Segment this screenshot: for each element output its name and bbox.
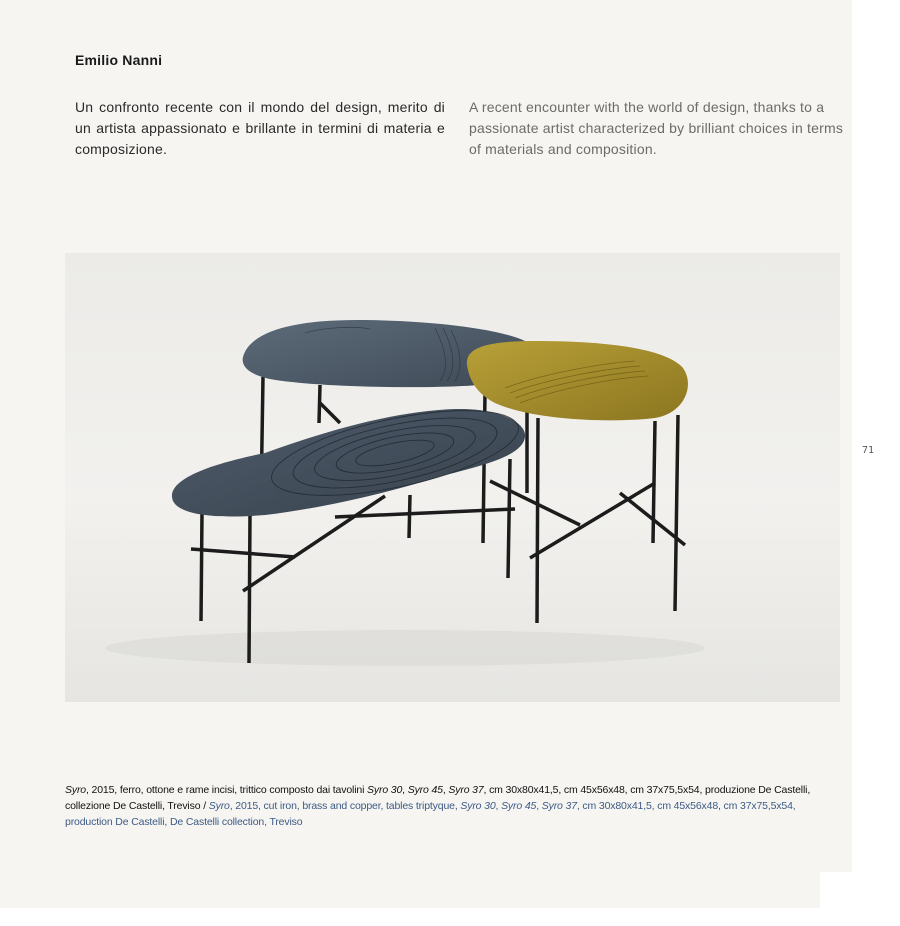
intro-italian: Un confronto recente con il mondo del design, merito di un artista appassionato e brillante in termini di materia e composizione. <box>75 99 445 157</box>
product-photo <box>65 253 840 702</box>
caption-it-syro45: Syro 45 <box>407 784 443 796</box>
caption-en-syro30: Syro 30 <box>460 800 496 812</box>
caption-sep: , <box>536 800 542 812</box>
page-number: 71 <box>862 445 875 456</box>
caption-en-part1: , 2015, cut iron, brass and copper, tables triptyque, <box>229 800 461 812</box>
caption-en-part2: , cm 30x80x41,5, cm 45x56x48, cm 37x75,5x54, production De Castelli, De Castelli collection, Treviso <box>65 800 796 828</box>
caption-en-syro45: Syro 45 <box>501 800 537 812</box>
caption-it-title: Syro <box>65 784 86 796</box>
caption-sep: , <box>442 784 449 796</box>
caption-it-part1: , 2015, ferro, ottone e rame incisi, trittico composto dai tavolini <box>86 784 368 796</box>
photo-caption <box>65 782 845 830</box>
caption-en-title: Syro <box>208 800 230 812</box>
caption-it-syro37: Syro 37 <box>448 784 484 796</box>
author-name: Emilio Nanni <box>75 52 163 68</box>
tables-illustration <box>65 253 840 702</box>
intro-english: A recent encounter with the world of design, thanks to a passionate artist characterized by brilliant choices in terms of materials and composition. <box>469 99 844 157</box>
page-edge <box>820 872 852 908</box>
caption-sep: , <box>495 800 502 812</box>
caption-sep: , <box>402 784 408 796</box>
caption-it-syro30: Syro 30 <box>367 784 403 796</box>
caption-it-part2: , cm 30x80x41,5, cm 45x56x48, cm 37x75,5x54, produzione De Castelli, collezione De Castelli, Treviso <box>65 784 811 812</box>
caption-en-syro37: Syro 37 <box>541 800 577 812</box>
caption-divider: / <box>200 800 209 812</box>
